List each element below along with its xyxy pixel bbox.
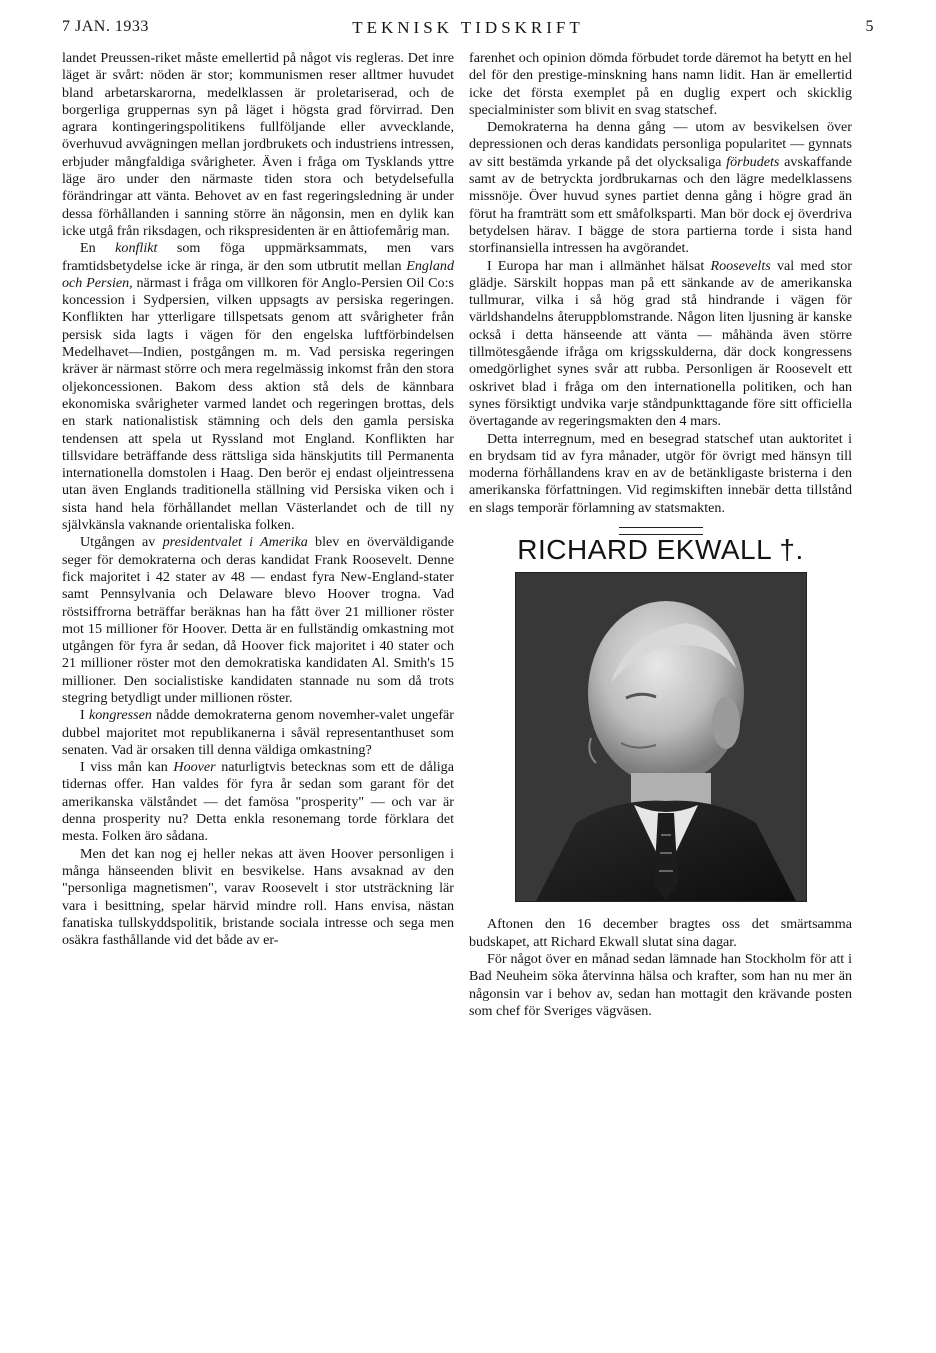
portrait-illustration (516, 573, 806, 901)
portrait-photo (515, 572, 807, 902)
obituary-paragraph-2: För något över en månad sedan lämnade han Stockholm för att i Bad Neuheim söka återvinna hälsa och krafter, som han nu mer än någonsin var i behov av, sedan han mottagit den krävande posten som chef för Sveriges vägväsen. (469, 950, 852, 1019)
paragraph-demokraterna: Demokraterna ha denna gång — utom av besvikelsen över depressionen och deras kandidats personliga popularitet — gynnats av sitt bestämda yrkande på det olycksaliga förbudets avskaffande samt av de betryckta jordbrukarnas och den lägre medelklassens missnöje. Över huvud synes partiet denna gång i högre grad än förut ha framträtt som ett småfolksparti. Man bör dock ej överdriva betydelsen härav. I bägge de stora partierna torde i sista hand storfinansiella intressen ha avgörandet. (469, 119, 852, 257)
paragraph-hoover: I viss mån kan Hoover naturligtvis betecknas som ett de dåliga tidernas offer. Han valdes för fyra år sedan som garant för det amerikanska välståndet — det famösa "prosperity" — och var är denna prosperity nu? Detta enkla resonemang torde förklara det mesta. Folken äro sådana. (62, 759, 454, 845)
right-column (469, 50, 852, 1020)
paragraph-konflikt: En konflikt som föga uppmärksammats, men vars framtidsbetydelse icke är ringa, är den som utbrutit mellan England och Persien, närmast i fråga om villkoren för Anglo-Persien Oil Co:s koncession i Sydpersien, vilken uppsagts av persiska regeringen. Konflikten har ytterligare tillspetsats genom att svårigheter från persisk sida lagts i vägen för den engelska luftförbindelsen Medelhavet—Indien, postgången m. m. Vad persiska regeringen kräver är närmast större och mera regelmässig inkomst från den stora oljekoncessionen. Bakom dess aktion stå dels de kännbara ekonomiska svårigheter varmed landet och regeringen brottas, dels en stark nationalistisk stämning och dels den gamla persiska tendensen att spela ut Ryssland mot England. Konflikten har tillsvidare beträffande dess rättsliga sida hänskjutits till Permanenta internationella domstolen i Haag. Den berör ej endast oljeintressena utan även Englands traditionella ställning vid Persiska viken och i sista hand hela förhållandet mellan Västerlandet och de till ny självkänsla vaknande orientaliska folken. (62, 240, 455, 534)
paragraph-kongressen: I kongressen nådde demokraterna genom novemher-valet ungefär dubbel majoritet mot republikanerna i såväl representanthuset som senaten. Vad är orsaken till denna väldiga omkastning? (62, 707, 454, 758)
paragraph-hoover-personligen: Men det kan nog ej heller nekas att även Hoover personligen i många hänseenden blivit en besvikelse. Hans avsaknad av den "personliga magnetismen", varav Roosevelt i stor utsträckning lär vara i besittning, spelar härvid mindre roll. Hans envisa, nästan fanatiska tullskyddspolitik, bristande sociala intresse och sega men osäkra fasthållande vid det både av er- (62, 845, 454, 949)
paragraph-interregnum: Detta interregnum, med en besegrad statschef utan auktoritet i en brydsam tid av fyra månader, utgör för övrigt med hänsyn till moderna förhållandens krav en av de betänkligaste bristerna i den amerikanska författningen. Vid regimskiften innebär detta tillstånd en slags temporär förlamning av statsmakten. (469, 430, 852, 516)
paragraph-preussen: landet Preussen-riket måste emellertid på något vis regleras. Det inre läget är svårt: nöden är stor; kommunismen reser alltmer huvudet bland arbetarskarorna, medelklassen är proletariserad, och de borgerliga gruppernas syn på läget i högsta grad förvirrad. Den agrara kontingeringspolitikens fullföljande eller avvecklande, överhuvud avvägningen mellan jordbrukets och industriens intressen, erbjuder mångfaldiga svårigheter. Även i fråga om Tysklands yttre läge äro under den närmaste tiden stora och betydelsefulla förändringar att vänta. Behovet av en fast regeringsledning är under dessa förhållanden i sanning större än någonsin, men en dylik kan icke utgå från riksdagen, och rikspresidenten är en åttiofemårig man. (62, 50, 454, 239)
obituary-paragraph-1: Aftonen den 16 december bragtes oss det smärtsamma budskapet, att Richard Ekwall slutat sina dagar. (469, 916, 852, 950)
paragraph-forbudet: farenhet och opinion dömda förbudet torde däremot ha betytt en hel del för den prestige-minskning hans namn lidit. Han är emellertid icke det första exemplet på en duglig expert och skicklig specialminister som blivit en svag statschef. (469, 50, 852, 118)
left-column (62, 50, 454, 949)
journal-title: TEKNISK TIDSKRIFT (352, 18, 584, 37)
obituary-title: RICHARD EKWALL †. (517, 534, 804, 566)
page-number: 5 (865, 18, 874, 35)
issue-date: 7 JAN. 1933 (62, 18, 149, 35)
paragraph-presidentvalet: Utgången av presidentvalet i Amerika blev en överväldigande seger för demokraterna och deras kandidat Frank Roosevelt. Denne fick majoritet i 42 stater av 48 — endast fyra New-England-stater samt Pennsylvania och Delaware blevo Hoover trogna. Vad röstsiffrorna beträffar beräknas han ha fått över 21 millioner röster mot 15 millioner för Hoover. Detta är en fullständig omkastning mot utgången för fyra år sedan, då Hoover fick majoritet i 40 stater och 21 millioner röster mot den demokratiska kandidaten Al. Smith's 15 millioner. Den socialistiske kandidaten stannade nu som då trots stegring betydligt under millionen röster. (62, 534, 454, 706)
paragraph-europa: I Europa har man i allmänhet hälsat Roosevelts val med stor glädje. Särskilt hoppas man på ett sänkande av de amerikanska tullmurar, vilka i så hög grad stå hindrande i vägen för världshandelns återuppblomstrande. Någon liten ljusning är kanske också i detta hänseende att vänta — måhända även större tillmötesgående ifråga om krigsskulderna, där dock kongressens omedgörlighet synes svår att rubba. Personligen är Roosevelt ett oskrivet blad i fråga om den internationella politiken, och han synes försiktigt undvika varje ståndpunkttagande före sitt officiella övertagande av regeringsmakten den 4 mars. (469, 257, 852, 430)
